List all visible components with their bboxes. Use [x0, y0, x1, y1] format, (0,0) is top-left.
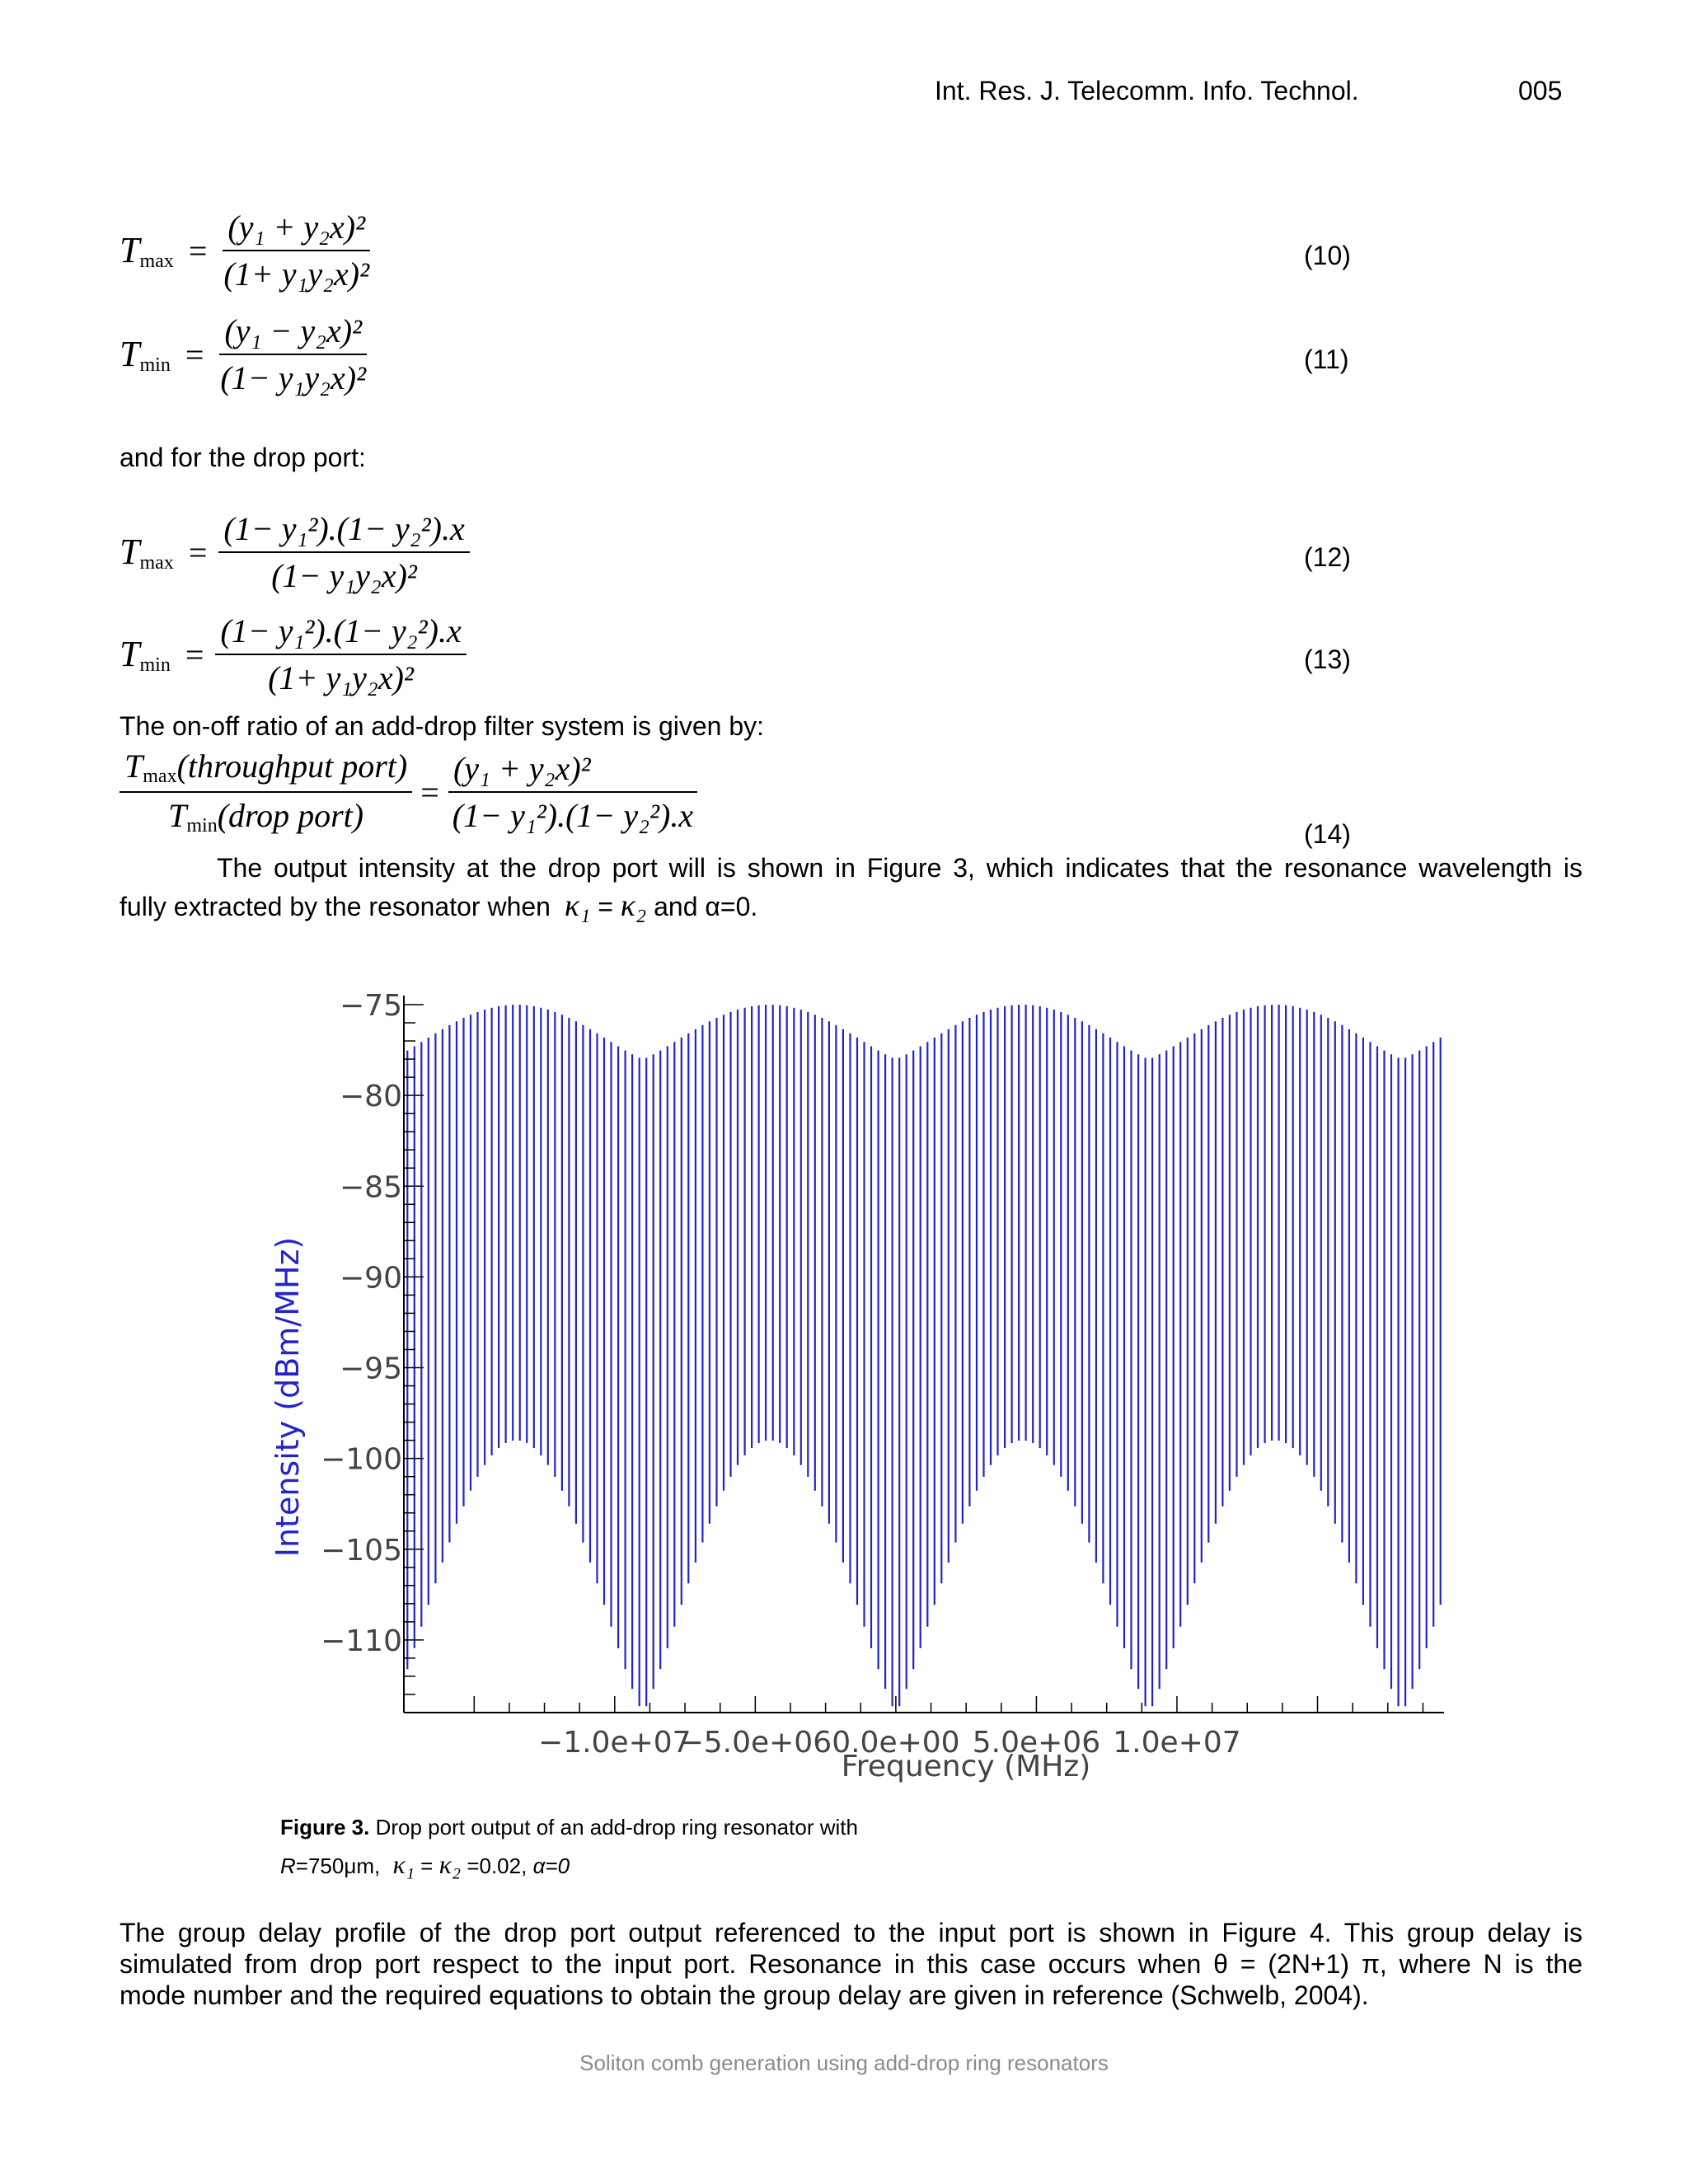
equation-10: $T_{max}$ = $\frac{\text{(y₁ + y₂x)²}}{\text{(1+ y₁y₂x)²}}$	[120, 208, 374, 293]
eq11-sub: min	[139, 354, 171, 376]
eq14-den-sub: min	[186, 815, 218, 837]
y-tick-label: −95	[340, 1352, 402, 1386]
caption-label: Figure 3.	[280, 1815, 370, 1840]
eq13-number: (13)	[1304, 644, 1351, 674]
caption-value: =0.02,	[467, 1854, 528, 1878]
figure-caption-line1	[280, 1815, 858, 1840]
y-tick-label: −85	[340, 1170, 402, 1205]
eq13-lhs: T	[120, 633, 140, 674]
y-tick-label: −75	[340, 989, 402, 1024]
paragraph1-line2	[120, 890, 757, 922]
caption-R-value: =750μm,	[295, 1854, 381, 1878]
eq10-number: (10)	[1304, 241, 1351, 270]
eq12-numerator: (1− y₁²).(1− y₂²).x	[218, 509, 469, 553]
paragraph2-line3: mode number and the required equations to obtain the group delay are given in reference (Schwelb, 2004).	[120, 1980, 1369, 2010]
eq14-numerator-right: (y₁ + y₂x)²	[448, 749, 697, 793]
eq14-num-text: (throughput port)	[176, 748, 408, 785]
eq14-num-T: T	[124, 748, 143, 785]
eq12-lhs: T	[120, 531, 140, 572]
kappa2: κ₂	[620, 888, 647, 923]
eq10-numerator: (y₁ + y₂x)²	[223, 208, 370, 251]
equals-sign: =	[598, 892, 613, 921]
eq12-denominator: (1− y₁y₂x)²	[271, 557, 417, 594]
drop-port-intensity-chart	[247, 981, 1467, 1805]
caption-text: Drop port output of an add-drop ring resonator with	[375, 1815, 858, 1840]
caption-R: R	[280, 1854, 296, 1878]
kappa1: κ₁	[564, 888, 591, 923]
eq14-denominator-right: (1− y₁²).(1− y₂²).x	[452, 797, 694, 834]
page-number: 005	[1518, 76, 1563, 105]
onoff-intro: The on-off ratio of an add-drop filter system is given by:	[120, 711, 765, 741]
equation-12: $T_{max}$ = $\frac{\text{(1− y₁²).(1− y₂²).x}}{\text{(1− y₁y₂x)²}}$	[120, 509, 470, 595]
caption-eq: =	[420, 1854, 434, 1878]
caption-kappa2: κ₂	[438, 1849, 462, 1879]
eq11-lhs: T	[120, 333, 140, 374]
paragraph2-line1: The group delay profile of the drop port output referenced to the input port is shown in Figure 4. This group delay is	[120, 1918, 1582, 1947]
x-axis-label: Frequency (MHz)	[841, 1750, 1091, 1783]
equation-14: $\frac{T_{max}(throughput port)}{T_{min}(drop port)}$ = $\frac{\text{(y₁ + y₂x)²}}{\text{(1− y₁²).(1− y₂²).x}}$	[120, 747, 698, 837]
x-tick-label: 0.0e+00	[832, 1726, 960, 1760]
eq11-number: (11)	[1304, 344, 1349, 374]
eq13-denominator: (1+ y₁y₂x)²	[268, 659, 414, 696]
eq13-numerator: (1− y₁²).(1− y₂²).x	[215, 612, 466, 655]
running-title: Soliton comb generation using add-drop ring resonators	[579, 2050, 1109, 2075]
y-tick-label: −90	[340, 1261, 402, 1296]
eq10-lhs: T	[120, 229, 140, 270]
y-tick-label: −105	[321, 1533, 402, 1568]
eq14-den-T: T	[168, 797, 187, 834]
x-tick-label: −5.0e+06	[678, 1726, 832, 1760]
eq14-num-sub: max	[143, 766, 177, 787]
x-tick-label: 1.0e+07	[1113, 1726, 1241, 1760]
drop-port-intro: and for the drop port:	[120, 443, 366, 472]
equation-13: $T_{min}$ = $\frac{\text{(1− y₁²).(1− y₂²).x}}{\text{(1+ y₁y₂x)²}}$	[120, 612, 467, 697]
equation-11: $T_{min}$ = $\frac{\text{(y₁ − y₂x)²}}{\text{(1− y₁y₂x)²}}$	[120, 312, 371, 397]
figure-caption-line2	[280, 1849, 570, 1880]
paragraph1-line1: The output intensity at the drop port will is shown in Figure 3, which indicates that the resonance wavelength is	[217, 853, 1582, 883]
eq12-number: (12)	[1304, 542, 1351, 572]
eq11-numerator: (y₁ − y₂x)²	[219, 312, 367, 355]
paragraph1-line2a: fully extracted by the resonator when	[120, 892, 551, 921]
caption-kappa1: κ₁	[392, 1849, 415, 1879]
eq10-sub: max	[139, 250, 174, 272]
paragraph2-line2: simulated from drop port respect to the input port. Resonance in this case occurs when θ = (2N+1) π, where N is the	[120, 1949, 1582, 1979]
eq14-den-text: (drop port)	[217, 797, 364, 834]
y-tick-label: −110	[321, 1624, 402, 1658]
eq11-denominator: (1− y₁y₂x)²	[220, 359, 367, 396]
eq14-number: (14)	[1304, 819, 1351, 849]
y-axis-label: Intensity (dBm/MHz)	[270, 1236, 306, 1558]
eq13-sub: min	[139, 654, 171, 676]
caption-alpha: α=0	[532, 1854, 570, 1878]
x-tick-label: 5.0e+06	[972, 1726, 1101, 1760]
y-tick-label: −100	[321, 1442, 402, 1477]
journal-title: Int. Res. J. Telecomm. Info. Technol.	[935, 76, 1359, 105]
eq12-sub: max	[139, 551, 174, 574]
x-tick-label: −1.0e+07	[538, 1726, 692, 1760]
paragraph1-line2b: and α=0.	[654, 892, 758, 921]
y-tick-label: −80	[340, 1080, 402, 1114]
eq10-denominator: (1+ y₁y₂x)²	[223, 255, 370, 293]
